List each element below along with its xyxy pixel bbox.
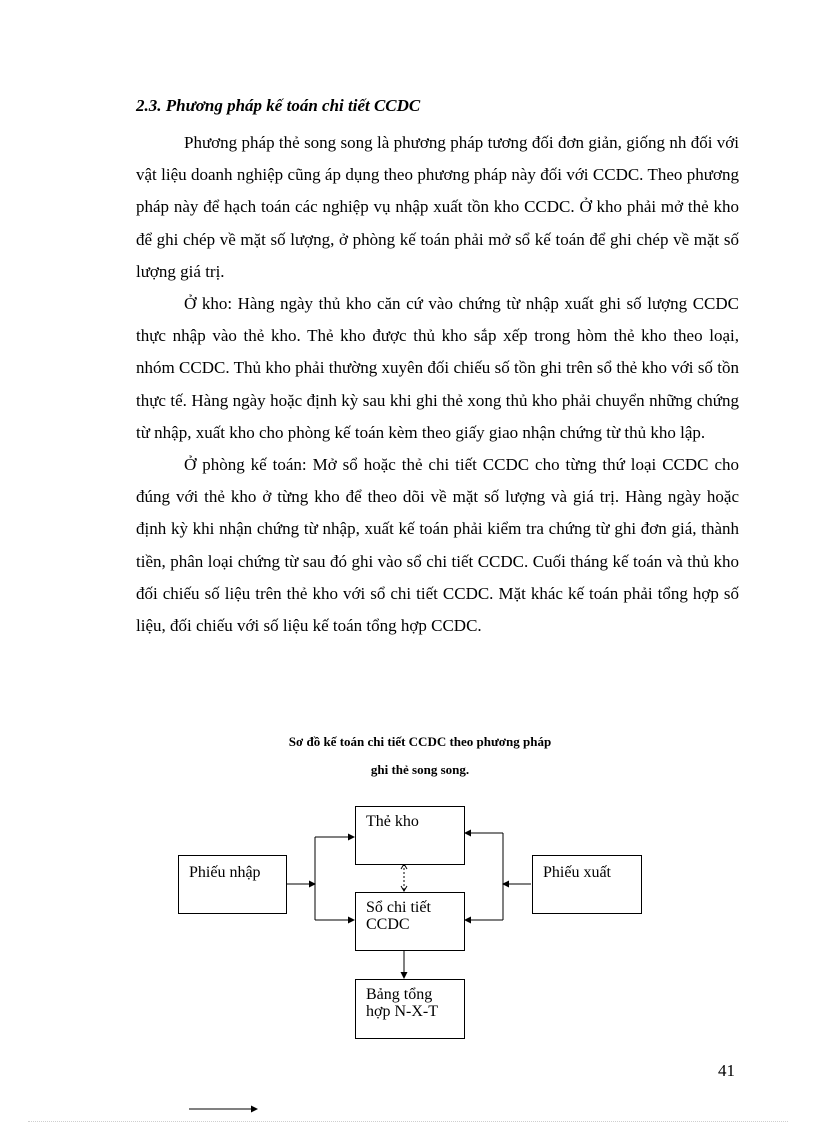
node-phieu-xuat-label: Phiếu xuất (543, 864, 611, 881)
page-number: 41 (718, 1061, 735, 1080)
node-bang-tong-hop (355, 979, 465, 1039)
paragraph: Ở kho: Hàng ngày thủ kho căn cứ vào chứng từ nhập xuất ghi số lượng CCDC thực nhập vào thẻ kho. Thẻ kho được thủ kho sắp xếp trong hòm thẻ kho theo loại, nhóm CCDC. Thủ kho phải thường xuyên đối chiếu số tồn ghi trên sổ thẻ kho với số tồn thực tế. Hàng ngày hoặc định kỳ sau khi ghi thẻ xong thủ kho phải chuyển những chứng từ nhập, xuất kho cho phòng kế toán kèm theo giấy giao nhận chứng từ thủ kho lập. (136, 294, 739, 442)
figure-caption-line-2: ghi thẻ song song. (370, 762, 470, 777)
section-heading: 2.3. Phương pháp kế toán chi tiết CCDC (136, 96, 421, 115)
node-phieu-nhap-label: Phiếu nhập (189, 864, 261, 881)
node-bang-tong-hop-line-2: hợp N-X-T (366, 1003, 438, 1020)
node-phieu-nhap (178, 855, 287, 914)
figure-caption-line-1: Sơ đồ kế toán chi tiết CCDC theo phương pháp (288, 734, 552, 749)
paragraph: Phương pháp thẻ song song là phương pháp tương đối đơn giản, giống nh đối với vật liệu doanh nghiệp cũng áp dụng theo phương pháp này đối với CCDC. Theo phương pháp này để hạch toán các nghiệp vụ nhập xuất tồn kho CCDC. Ở kho phải mở thẻ kho để ghi chép về mặt số lượng, ở phòng kế toán phải mở sổ kế toán để ghi chép về mặt số lượng giá trị. (136, 133, 739, 281)
node-so-chi-tiet (355, 892, 465, 951)
node-so-chi-tiet-line-1: Sổ chi tiết (366, 899, 431, 916)
paragraph: Ở phòng kế toán: Mở sổ hoặc thẻ chi tiết CCDC cho từng thứ loại CCDC cho đúng với thẻ kho ở từng kho để theo dõi về mặt số lượng và giá trị. Hàng ngày hoặc định kỳ khi nhận chứng từ nhập, xuất kế toán phải kiểm tra chứng từ ghi đơn giá, thành tiền, phân loại chứng từ sau đó ghi vào sổ chi tiết CCDC. Cuối tháng kế toán và thủ kho đối chiếu số liệu trên thẻ kho với sổ chi tiết CCDC. Mặt khác kế toán phải tổng hợp số liệu, đối chiếu với số liệu kế toán tổng hợp CCDC. (136, 455, 739, 636)
node-the-kho-label: Thẻ kho (366, 813, 419, 830)
node-phieu-xuat (532, 855, 642, 914)
node-bang-tong-hop-line-1: Bảng tổng (366, 986, 433, 1003)
footer-rule (28, 1121, 788, 1122)
node-so-chi-tiet-line-2: CCDC (366, 916, 410, 933)
node-the-kho (355, 806, 465, 865)
